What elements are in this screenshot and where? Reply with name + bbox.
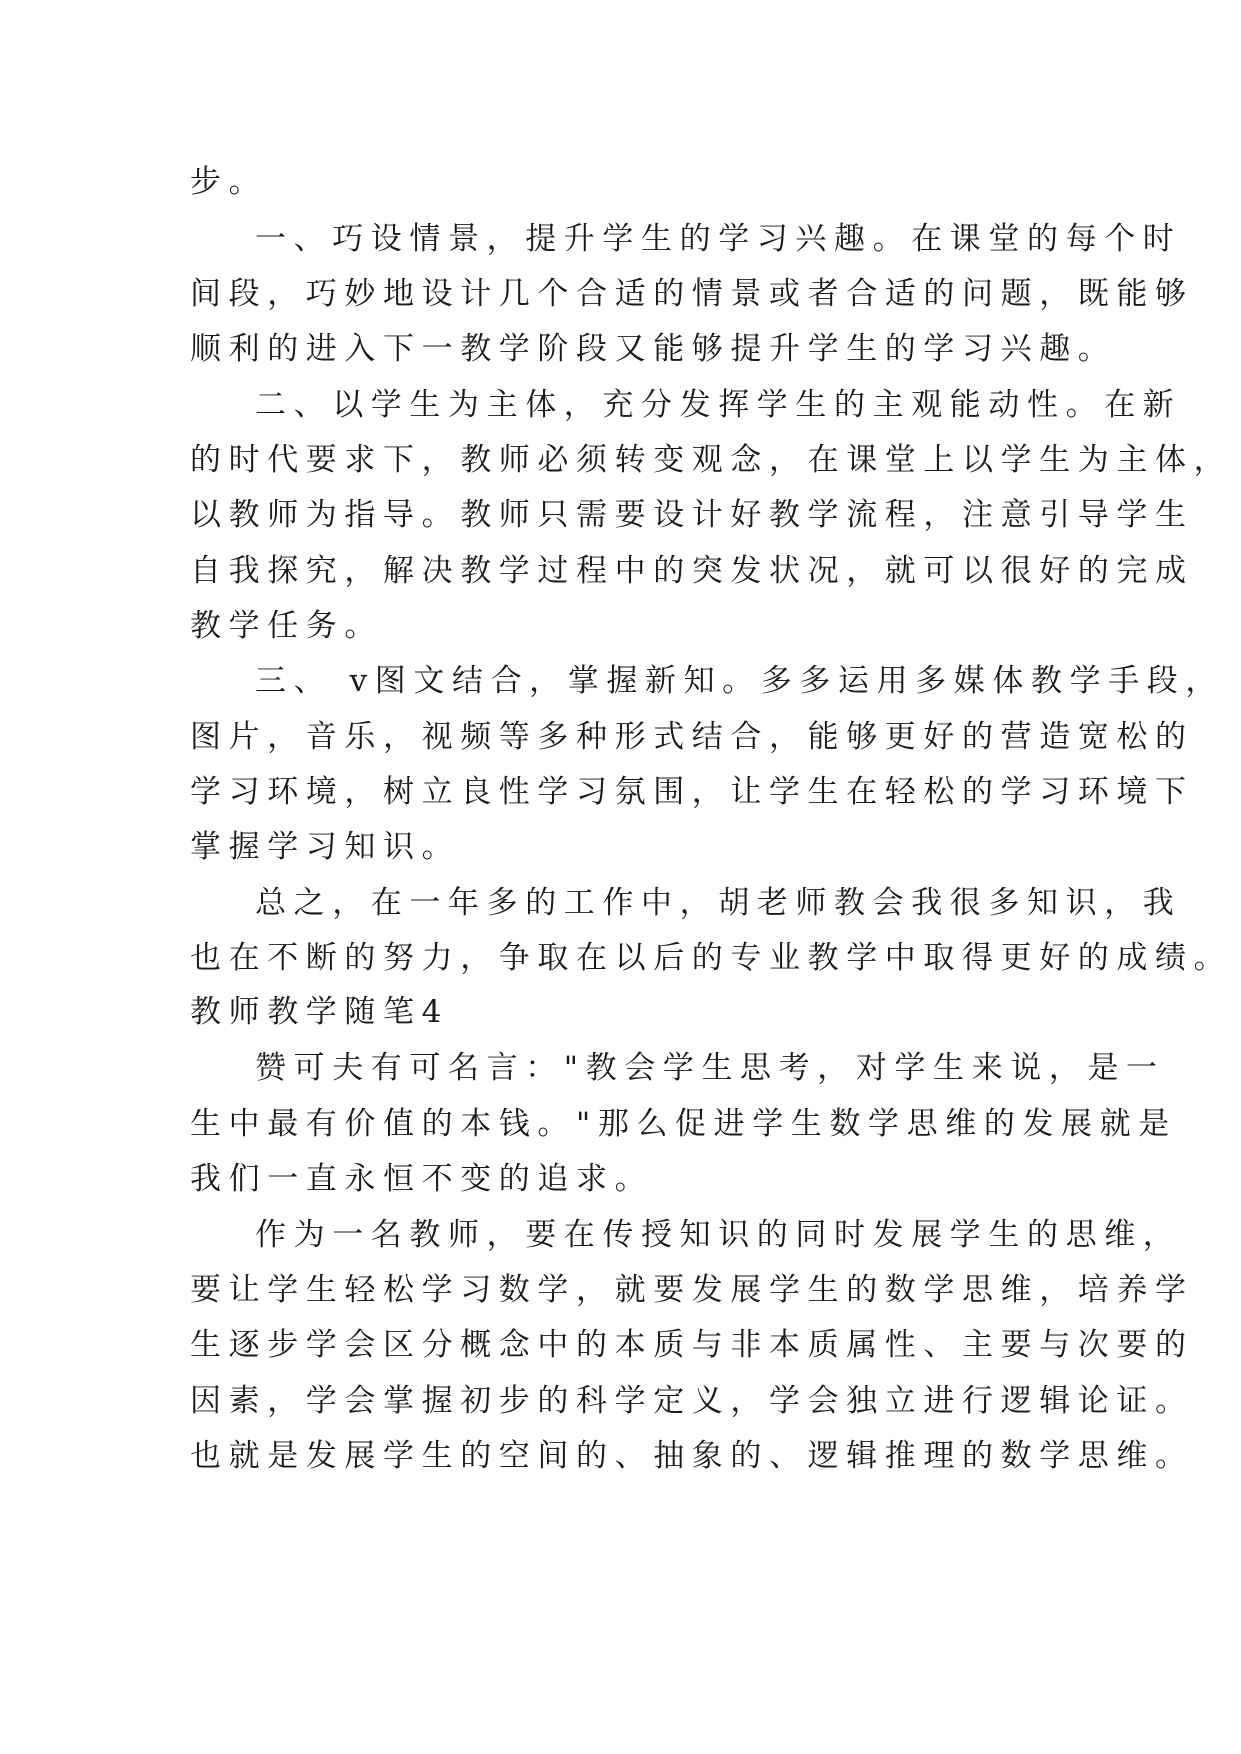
conclusion-paragraph: 总之，在一年多的工作中，胡老师教会我很多知识，我 <box>255 885 1182 921</box>
paragraph-heading-2: 二、以学生为主体，充分发挥学生的主观能动性。在新 <box>255 387 1182 423</box>
text-line: 学习环境，树立良性学习氛围，让学生在轻松的学习环境下 <box>190 774 1194 810</box>
text-line: 也在不断的努力，争取在以后的专业教学中取得更好的成绩。 <box>190 940 1233 976</box>
text-line: 顺利的进入下一教学阶段又能够提升学生的学习兴趣。 <box>190 331 1117 367</box>
text-line: 要让学生轻松学习数学，就要发展学生的数学思维，培养学 <box>190 1272 1194 1308</box>
quote-paragraph: 赞可夫有可名言："教会学生思考，对学生来说，是一 <box>255 1050 1165 1086</box>
text-line: 我们一直永恒不变的追求。 <box>190 1161 654 1197</box>
text-line: 也就是发展学生的空间的、抽象的、逻辑推理的数学思维。 <box>190 1438 1194 1474</box>
text-line: 生逐步学会区分概念中的本质与非本质属性、主要与次要的 <box>190 1327 1194 1363</box>
body-paragraph: 作为一名教师，要在传授知识的同时发展学生的思维， <box>255 1217 1182 1253</box>
text-line: 图片，音乐，视频等多种形式结合，能够更好的营造宽松的 <box>190 719 1194 755</box>
text-line: 因素，学会掌握初步的科学定义，学会独立进行逻辑论证。 <box>190 1383 1194 1419</box>
text-line: 间段，巧妙地设计几个合适的情景或者合适的问题，既能够 <box>190 276 1194 312</box>
text-line: 的时代要求下，教师必须转变观念，在课堂上以学生为主体， <box>190 442 1233 478</box>
paragraph-heading-3: 三、 v图文结合，掌握新知。多多运用多媒体教学手段， <box>255 663 1224 699</box>
paragraph-heading-1: 一、巧设情景，提升学生的学习兴趣。在课堂的每个时 <box>255 221 1182 257</box>
text-line: 自我探究，解决教学过程中的突发状况，就可以很好的完成 <box>190 553 1194 589</box>
text-line: 步。 <box>190 164 268 200</box>
text-line: 生中最有价值的本钱。"那么促进学生数学思维的发展就是 <box>190 1106 1177 1142</box>
section-title: 教师教学随笔4 <box>190 994 449 1030</box>
text-line: 掌握学习知识。 <box>190 829 461 865</box>
text-line: 教学任务。 <box>190 608 383 644</box>
text-line: 以教师为指导。教师只需要设计好教学流程，注意引导学生 <box>190 497 1194 533</box>
